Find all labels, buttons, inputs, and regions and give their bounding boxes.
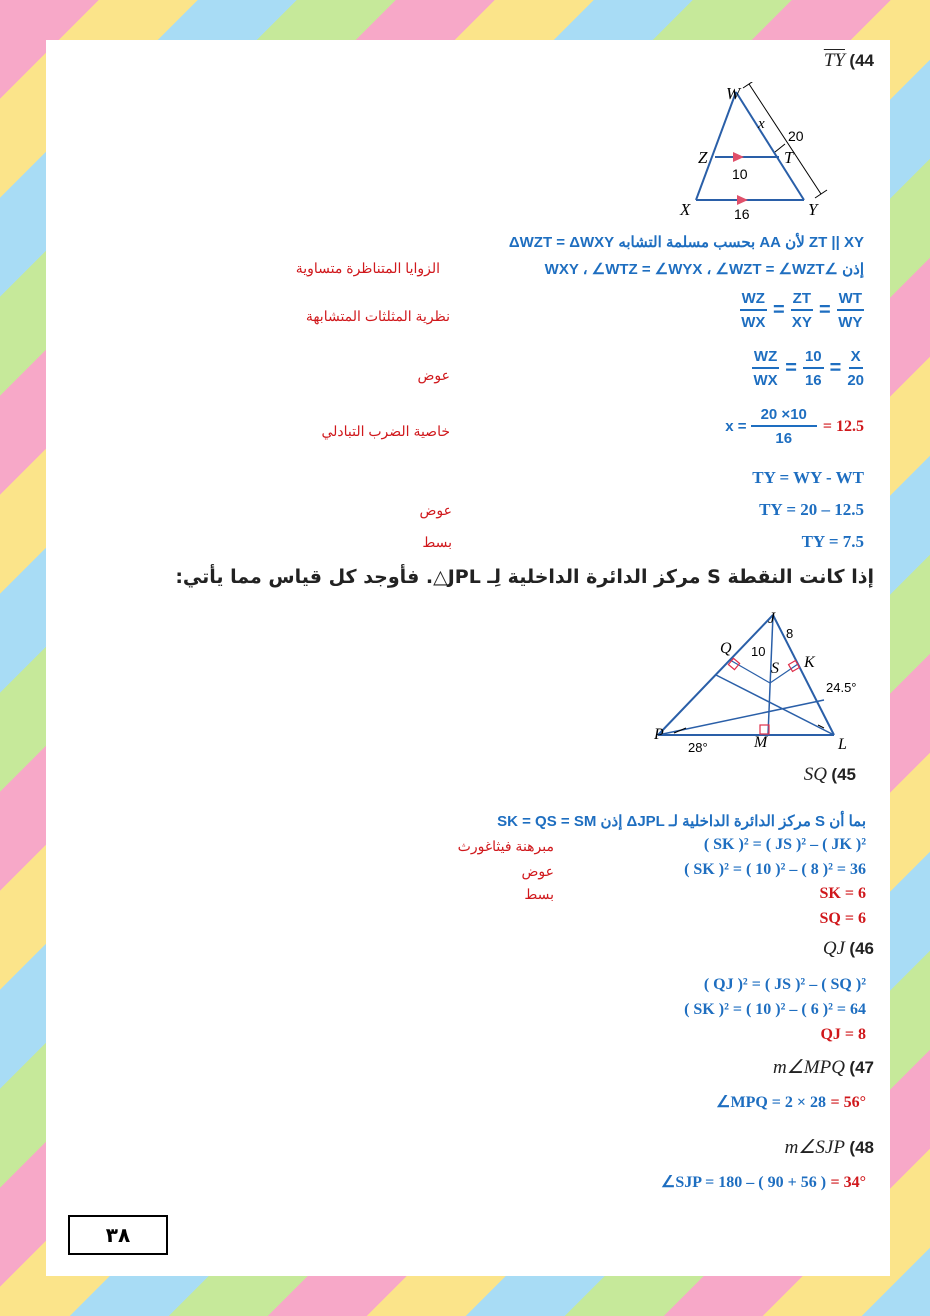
fig1-label-w: W [726,84,741,103]
q45-pythagoras-reason: مبرهنة فيثاغورث [457,838,554,854]
fig2-label-j: J [768,610,776,627]
q44-proportion-row: $\frac{WZ}{WX}$ = $\frac{ZT}{XY}$ = $\frac{WT}{WY}$ [741,290,863,331]
q45-premise: بما أن S مركز الدائرة الداخلية لـ ΔJPL إذن SK = QS = SM [497,813,866,830]
q44-ty-result-reason: بسط [422,534,452,550]
q47-header [773,1056,874,1079]
fig2-label-10: 10 [751,644,766,659]
q46-header [823,938,874,960]
q45-substitute-reason: عوض [521,863,554,879]
frac-wz-wx-2: $\frac{WZ}{WX}$ [753,348,778,389]
section-instruction: إذا كانت النقطة S مركز الدائرة الداخلية لِـ JPL△. فأوجد كل قياس مما يأتي: [175,566,874,588]
q45-sq-result: SQ = 6 [819,910,866,927]
frac-x-20: $\frac{X}{20}$ [847,348,864,389]
q45-header [804,764,856,786]
q47-label: m∠MPQ [773,1057,845,1078]
q44-angles-line: إذن ∠WXY ، ∠WTZ = ∠WYX ، ∠WZT = ∠WZT [544,261,864,278]
frac-10-16: $\frac{10}{16}$ [804,348,822,389]
worksheet-page [46,40,890,1276]
fig1-label-10: 10 [732,166,748,182]
q44-ty-substitute-reason: عوض [419,502,452,518]
fig2-label-24-5: 24.5° [826,680,857,695]
fig1-label-z: Z [698,148,708,167]
q44-header [824,50,874,72]
fig2-label-8: 8 [786,626,794,641]
q46-number: (46 [849,939,874,958]
fig2-label-k: K [804,654,815,671]
fig1-label-x: X [680,200,691,219]
fig1-label-16: 16 [734,206,750,222]
fig2-label-q: Q [720,640,732,657]
frac-wt-wy: $\frac{WT}{WY}$ [838,290,863,331]
page-number-box [68,1215,168,1255]
fig2-label-p: P [654,726,664,743]
q44-angles-reason: الزوايا المتناظرة متساوية [295,260,440,276]
fig2-label-l: L [838,736,847,753]
q44-ty-result: TY = 7.5 [801,532,864,551]
q46-eq-substitute: ( SK )² = ( 10 )² – ( 6 )² = 64 [684,1001,866,1018]
q46-eq-pythagoras: ( QJ )² = ( JS )² – ( SQ )² [703,976,866,993]
q45-number: (45 [831,765,856,784]
q46-qj-result: QJ = 8 [820,1026,866,1043]
q44-proportion-reason: نظرية المثلثات المتشابهة [305,308,450,324]
fig1-label-20: 20 [788,128,804,144]
q44-substitute-row: $\frac{WZ}{WX}$ = $\frac{10}{16}$ = $\frac{X}{20}$ [753,348,864,389]
fig2-label-28: 28° [688,740,708,755]
q44-cross-multiply-row: x = $\frac{20 \times 10}{16}$ = 12.5 [725,406,864,447]
q48-number: (48 [849,1138,874,1157]
q44-substitute-reason: عوض [417,367,450,383]
frac-200-16: $\frac{20 \times 10}{16}$ [751,406,817,447]
fig2-label-m: M [754,734,768,751]
q45-simplify-reason: بسط [524,886,554,902]
fig1-label-x-side: x [758,116,765,132]
fig1-label-t: T [784,148,794,167]
q45-eq-pythagoras: ( SK )² = ( JS )² – ( JK )² [703,836,866,853]
q47-equation: ∠MPQ = 2 × 28 = 56° [716,1094,866,1111]
q44-x-result: = 12.5 [822,417,864,435]
q48-label: m∠SJP [784,1137,845,1158]
fig1-label-y: Y [808,200,818,219]
q46-label: QJ [822,938,845,959]
fig2-label-s: S [771,660,779,677]
frac-zt-xy: $\frac{ZT}{XY}$ [791,290,812,331]
q47-number: (47 [849,1058,874,1077]
q44-ty-formula: TY = WY - WT [752,468,864,487]
page-number: ٣٨ [105,1223,131,1247]
q45-eq-substitute: ( SK )² = ( 10 )² – ( 8 )² = 36 [684,861,866,878]
q48-equation: ∠SJP = 180 – ( 90 + 56 ) = 34° [661,1174,866,1191]
q44-similarity-line: ZT || XY لأن AA بحسب مسلمة التشابه ΔWZT = ΔWXY [508,234,864,251]
q44-cross-multiply-reason: خاصية الضرب التبادلي [321,423,450,439]
q48-header [785,1136,874,1159]
q44-label: $\overline{TY}$ [823,50,845,71]
q45-sk-result: SK = 6 [819,885,866,902]
q45-label: SQ [803,764,827,785]
q44-number: (44 [849,51,874,70]
q44-ty-substitute: TY = 20 – 12.5 [759,500,864,519]
frac-wz-wx: $\frac{WZ}{WX}$ [741,290,766,331]
